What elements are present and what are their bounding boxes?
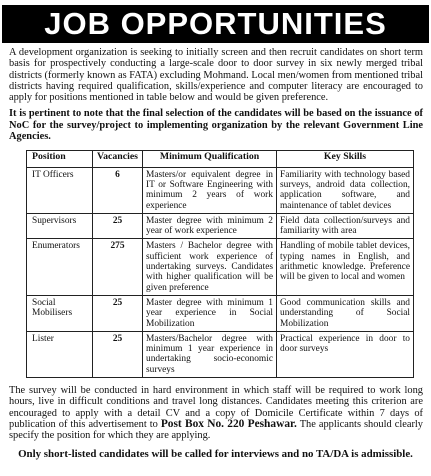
post-box-address: Post Box No. 220 Peshawar. — [160, 417, 297, 430]
page-title: JOB OPPORTUNITIES — [44, 6, 387, 41]
table-row — [27, 213, 414, 239]
job-advertisement — [0, 5, 431, 476]
position-cell: IT Officers — [27, 167, 93, 213]
intro-paragraph: A development organization is seeking to initially screen and then recruit candidates on short term basis for prospectively conducting a large-scale door to door survey in six newly merged tribal districts (formerly known as FATA) excluding Mohmand. Local men/women from mentioned tribal districts having required qualification, skills/experience and computer literacy are encouraged to apply for positions mentioned in table below and would be given preference. — [9, 47, 423, 104]
position-cell: Supervisors — [27, 213, 93, 239]
positions-table — [26, 150, 414, 378]
skills-cell: Good communication skills and understanding of Social Mobilization — [277, 295, 414, 331]
table-row — [27, 167, 414, 213]
skills-cell: Familiarity with technology based surveys, android data collection, application software, and maintenance of tablet devices — [277, 167, 414, 213]
qualification-cell: Masters/or equivalent degree in IT or Software Engineering with minimum 2 years of work experience — [143, 167, 277, 213]
header-qualification: Minimum Qualification — [143, 151, 277, 167]
closing-paragraph — [9, 385, 423, 441]
vacancies-cell: 6 — [93, 167, 143, 213]
qualification-cell: Masters / Bachelor degree with sufficient work experience of undertaking surveys. Candidates with higher qualification will be given preference — [143, 239, 277, 295]
footer-notice: Only short-listed candidates will be called for interviews and no TA/DA is admissible. — [18, 447, 413, 460]
table-row — [27, 331, 414, 377]
header-vacancies: Vacancies — [93, 151, 143, 167]
header-position: Position — [27, 151, 93, 167]
qualification-cell: Master degree with minimum 2 year of work experience — [143, 213, 277, 239]
header-skills: Key Skills — [277, 151, 414, 167]
table-row — [27, 295, 414, 331]
skills-cell: Handling of mobile tablet devices, typing names in English, and arithmetic knowledge. Preference will be given to local and women — [277, 239, 414, 295]
table-row — [27, 239, 414, 295]
vacancies-cell: 275 — [93, 239, 143, 295]
title-banner — [2, 5, 429, 43]
vacancies-cell: 25 — [93, 295, 143, 331]
notice-paragraph: It is pertinent to note that the final selection of the candidates will be based on the issuance of NoC for the survey/project to implementing organization by the relevant Government Line Agencies. — [9, 108, 423, 143]
table-header-row — [27, 151, 414, 167]
position-cell: Lister — [27, 331, 93, 377]
position-cell: Enumerators — [27, 239, 93, 295]
vacancies-cell: 25 — [93, 213, 143, 239]
skills-cell: Field data collection/surveys and familiarity with area — [277, 213, 414, 239]
qualification-cell: Master degree with minimum 1 year experience in Social Mobilization — [143, 295, 277, 331]
closing-text-end: The applicants should clearly specify the position for which they are applying. — [9, 418, 423, 442]
vacancies-cell: 25 — [93, 331, 143, 377]
position-cell: Social Mobilisers — [27, 295, 93, 331]
skills-cell: Practical experience in door to door surveys — [277, 331, 414, 377]
qualification-cell: Masters/Bachelor degree with minimum 1 year experience in undertaking socio-economic surveys — [143, 331, 277, 377]
closing-text: The survey will be conducted in hard environment in which staff will be required to work long hours, live in difficult conditions and travel long distances. Candidates meeting this criterion are encouraged to apply with a detail CV and a copy of Domicile Certificate within 7 days of publication of this advertisement to — [9, 385, 423, 430]
